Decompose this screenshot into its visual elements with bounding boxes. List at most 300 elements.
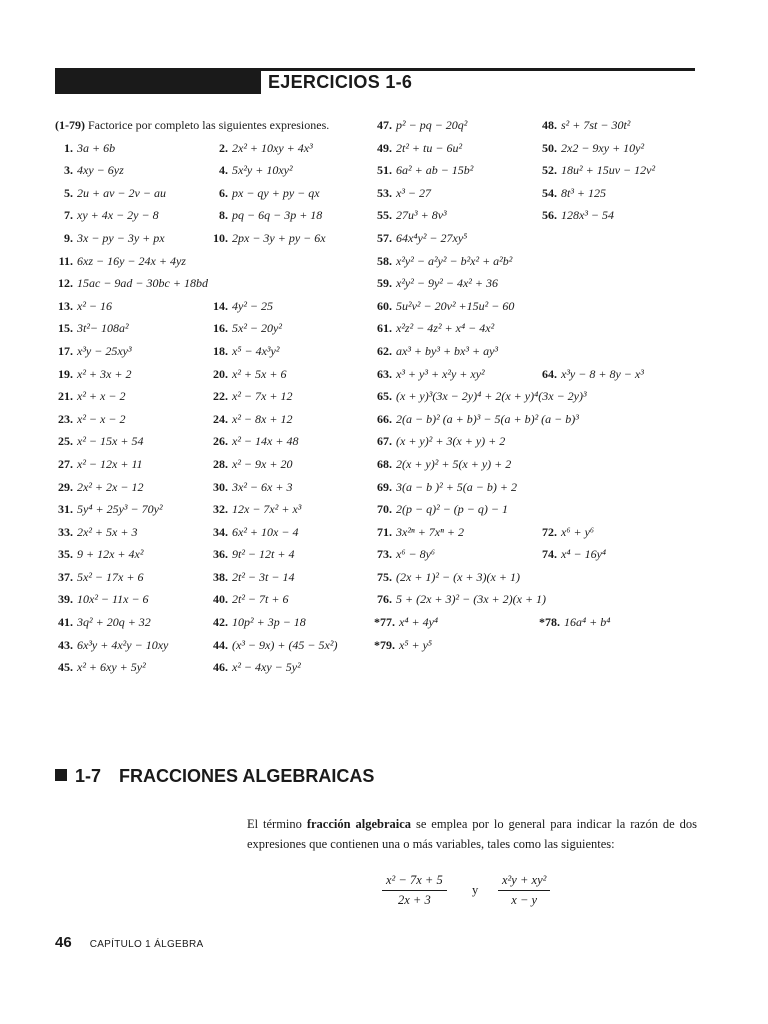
exercise-row [374,476,704,499]
exercise-number: 2. [219,140,228,155]
exercise-expression: (2x + 1)² − (x + 3)(x + 1) [396,569,520,584]
exercise-item [55,182,210,205]
exercise-number: 13. [58,298,73,313]
exercise-number: 8. [219,208,228,223]
instructions [55,114,375,137]
exercise-item [374,317,494,340]
exercise-expression: x⁶ − 8y⁶ [396,547,436,562]
exercise-row [374,137,704,160]
exercise-expression: 18u² + 15uv − 12v² [561,163,656,178]
exercise-number: 68. [377,456,392,471]
exercise-expression: 2px − 3y + py − 6x [232,230,326,245]
exercise-expression: 3q² + 20q + 32 [77,615,151,630]
exercise-list-right [374,114,704,656]
exercise-column-right [374,114,704,656]
exercise-expression: (x + y)² + 3(x + y) + 2 [396,434,506,449]
exercise-number: 7. [64,208,73,223]
exercise-item [210,340,375,363]
exercise-number: 30. [213,479,228,494]
exercise-row [55,634,375,657]
fraction-example-2 [498,873,550,908]
exercise-number: 76. [377,592,392,607]
exercise-number: 56. [542,208,557,223]
exercise-item [55,227,210,250]
exercise-column-left [55,114,375,679]
exercise-item [55,430,210,453]
exercise-item [55,204,210,227]
exercise-expression: 2(p − q)² − (p − q) − 1 [396,502,508,517]
exercise-number: 19. [58,366,73,381]
exercise-expression: 4xy − 6yz [77,163,124,178]
exercise-row [374,408,704,431]
exercise-row [374,250,704,273]
exercise-item [55,521,210,544]
page-number: 46 [55,934,72,951]
exercise-item [210,430,375,453]
exercise-item [539,159,699,182]
exercise-expression: pq − 6q − 3p + 18 [232,208,323,223]
exercise-item [210,137,375,160]
exercise-row [55,543,375,566]
exercise-item [210,453,375,476]
exercise-item [210,521,375,544]
exercise-row [374,611,704,634]
exercise-item [55,385,210,408]
exercise-number: 10. [213,230,228,245]
exercise-number: 73. [377,547,392,562]
exercise-list-left [55,137,375,679]
exercise-number: 63. [377,366,392,381]
exercise-expression: 15ac − 9ad − 30bc + 18bd [77,276,208,291]
exercise-item [539,137,699,160]
exercise-expression: 5 + (2x + 3)² − (3x + 2)(x + 1) [396,592,547,607]
exercise-number: *78. [539,615,560,630]
exercise-expression: x⁶ + y⁶ [561,524,595,539]
exercise-expression: x⁴ − 16y⁴ [561,547,607,562]
exercise-row [374,543,704,566]
exercise-item [374,272,498,295]
exercise-item [210,182,375,205]
exercise-expression: 5x²y + 10xy² [232,163,293,178]
exercise-row [374,272,704,295]
exercise-expression: x² − 16 [77,298,113,313]
exercise-item [539,521,699,544]
exercise-number: 57. [377,230,392,245]
exercise-row [55,476,375,499]
exercise-row [374,114,704,137]
exercise-expression: 8t³ + 125 [561,185,607,200]
exercise-item [210,543,375,566]
exercise-row [374,317,704,340]
exercise-item [374,498,508,521]
exercise-item [55,295,210,318]
exercise-expression: x² − 12x + 11 [77,456,143,471]
exercise-number: 65. [377,389,392,404]
exercise-number: 3. [64,163,73,178]
exercise-row [55,250,375,273]
exercise-number: 52. [542,163,557,178]
exercise-number: 35. [58,547,73,562]
exercise-number: *79. [374,637,395,652]
exercise-number: 64. [542,366,557,381]
exercise-item [374,566,520,589]
exercise-expression: p² − pq − 20q² [396,118,468,132]
exercise-item [55,476,210,499]
exercise-number: 44. [213,637,228,652]
exercise-item [210,408,375,431]
exercise-item [374,476,517,499]
exercise-number: 24. [213,411,228,426]
exercise-expression: 3x − py − 3y + px [77,230,165,245]
exercise-row [55,227,375,250]
exercise-row [55,385,375,408]
exercise-number: 70. [377,502,392,517]
exercise-item [55,340,210,363]
exercise-number: 54. [542,185,557,200]
exercise-number: 67. [377,434,392,449]
exercise-number: 16. [213,321,228,336]
exercise-item [374,543,539,566]
exercise-item [374,363,539,386]
exercise-item [374,295,514,318]
exercise-row [374,453,704,476]
exercise-expression: 2u + av − 2v − au [77,185,166,200]
exercise-expression: x³ + y³ + x²y + xy² [396,366,485,381]
exercise-row [374,566,704,589]
exercise-item [210,295,375,318]
fraction-1-numerator: x² − 7x + 5 [382,873,447,891]
exercise-item [374,159,539,182]
paragraph-text-start: El término [247,817,307,831]
exercise-number: 1. [64,140,73,155]
exercise-expression: x² − 7x + 12 [232,389,293,404]
exercise-number: *77. [374,615,395,630]
exercise-row [374,634,704,657]
exercise-expression: 9t² − 12t + 4 [232,547,295,562]
exercise-item [539,204,699,227]
exercise-item [210,476,375,499]
exercise-expression: 3t²− 108a² [77,321,129,336]
exercise-number: 5. [64,185,73,200]
exercise-row [55,408,375,431]
exercise-item [374,430,505,453]
exercise-row [55,295,375,318]
exercise-item [55,566,210,589]
exercise-item [539,611,699,634]
exercise-expression: ax³ + by³ + bx³ + ay³ [396,343,498,358]
exercise-item [374,250,512,273]
exercise-expression: 64x⁴y² − 27xy⁵ [396,230,468,245]
exercise-row [55,656,375,679]
exercise-item [210,159,375,182]
exercise-item [374,634,432,657]
page-footer [55,934,203,952]
exercise-row [374,521,704,544]
exercise-item [55,159,210,182]
exercise-expression: x² + x − 2 [77,389,126,404]
exercise-expression: 16a⁴ + b⁴ [564,615,611,630]
exercise-number: 41. [58,615,73,630]
exercise-number: 36. [213,547,228,562]
exercise-number: 28. [213,456,228,471]
exercise-number: 50. [542,140,557,155]
section-number: 1-7 [75,766,102,786]
exercise-item [374,611,539,634]
exercise-expression: x² − 4xy − 5y² [232,660,301,675]
exercise-item [210,385,375,408]
exercise-expression: 27u³ + 8v³ [396,208,447,223]
exercise-expression: x²y² − a²y² − b²x² + a²b² [396,253,513,268]
chapter-label: CAPÍTULO 1 ÁLGEBRA [89,939,204,950]
exercise-item [539,182,699,205]
exercise-expression: x⁴ + 4y⁴ [399,615,439,630]
exercise-expression: (x + y)³(3x − 2y)⁴ + 2(x + y)⁴(3x − 2y)³ [396,389,587,404]
exercise-item [539,114,699,137]
exercise-expression: x² + 5x + 6 [232,366,287,381]
exercise-number: 51. [377,163,392,178]
exercise-expression: 12x − 7x² + x³ [232,502,302,517]
exercise-number: 71. [377,524,392,539]
exercise-row [55,340,375,363]
section-heading [55,766,374,787]
exercise-expression: px − qy + py − qx [232,185,320,200]
exercise-item [374,521,539,544]
fraction-example-1 [382,873,447,908]
exercise-expression: x² − 14x + 48 [232,434,299,449]
exercise-number: 49. [377,140,392,155]
exercise-row [55,204,375,227]
exercise-expression: 3(a − b )² + 5(a − b) + 2 [396,479,517,494]
exercise-expression: 6a² + ab − 15b² [396,163,474,178]
exercise-item [374,204,539,227]
fraction-2-denominator: x − y [511,893,538,907]
exercise-number: 33. [58,524,73,539]
exercise-number: 46. [213,660,228,675]
exercise-number: 75. [377,569,392,584]
exercise-item [55,250,186,273]
exercise-item [55,453,210,476]
exercise-number: 40. [213,592,228,607]
exercise-row [55,272,375,295]
exercise-item [55,634,210,657]
paragraph-text-end: se emplea por lo general para indicar la razón de dos expresiones que contienen una o más variables, tales como las siguientes: [247,817,697,851]
exercise-expression: x⁵ + y⁵ [399,637,433,652]
instructions-range: (1-79) [55,118,85,132]
exercise-expression: 2t² − 3t − 14 [232,569,295,584]
exercise-expression: 3a + 6b [77,140,116,155]
exercise-row [374,295,704,318]
exercise-row [55,182,375,205]
exercise-number: 20. [213,366,228,381]
exercise-item [374,588,546,611]
fraction-2-numerator: x²y + xy² [498,873,550,891]
exercise-number: 27. [58,456,73,471]
section-square-icon [55,769,67,781]
exercise-item [210,634,375,657]
exercise-row [55,498,375,521]
exercise-row [374,204,704,227]
exercise-expression: x²y² − 9y² − 4x² + 36 [396,276,498,291]
exercise-number: 55. [377,208,392,223]
exercise-number: 43. [58,637,73,652]
exercise-expression: xy + 4x − 2y − 8 [77,208,159,223]
exercise-number: 37. [58,569,73,584]
exercise-expression: x²z² − 4z² + x⁴ − 4x² [396,321,495,336]
exercise-number: 21. [58,389,73,404]
exercise-item [55,363,210,386]
exercise-row [374,159,704,182]
exercise-item [55,588,210,611]
exercise-item [55,408,210,431]
exercise-item [374,114,539,137]
exercise-expression: 5y⁴ + 25y³ − 70y² [77,502,163,517]
exercise-expression: (x³ − 9x) + (45 − 5x²) [232,637,338,652]
exercise-number: 31. [58,502,73,517]
exercise-number: 38. [213,569,228,584]
exercise-row [374,340,704,363]
exercise-item [210,204,375,227]
exercise-row [55,521,375,544]
intro-paragraph [247,814,697,854]
exercise-item [374,182,539,205]
exercise-row [55,137,375,160]
exercise-number: 32. [213,502,228,517]
exercise-item [210,363,375,386]
section-title: FRACCIONES ALGEBRAICAS [119,766,375,786]
exercise-row [55,588,375,611]
exercise-row [55,363,375,386]
exercise-expression: x² − x − 2 [77,411,126,426]
exercise-item [210,498,375,521]
exercise-number: 39. [58,592,73,607]
exercise-expression: 3x²ⁿ + 7xⁿ + 2 [396,524,465,539]
exercise-expression: x² + 3x + 2 [77,366,132,381]
exercise-item [55,137,210,160]
exercise-number: 61. [377,321,392,336]
exercise-expression: 2x² + 5x + 3 [77,524,138,539]
exercise-expression: 2(a − b)² (a + b)³ − 5(a + b)² (a − b)³ [396,411,579,426]
exercise-number: 12. [58,276,73,291]
fraction-conjunction: y [472,883,479,897]
exercise-item [374,408,579,431]
exercise-expression: x² − 9x + 20 [232,456,293,471]
exercise-expression: 6x² + 10x − 4 [232,524,299,539]
exercise-number: 26. [213,434,228,449]
exercise-item [210,317,375,340]
exercise-number: 53. [377,185,392,200]
exercise-number: 23. [58,411,73,426]
exercise-row [55,566,375,589]
exercise-number: 11. [58,253,73,268]
exercise-number: 6. [219,185,228,200]
exercise-expression: 2x2 − 9xy + 10y² [561,140,645,155]
exercise-expression: 5x² − 20y² [232,321,282,336]
exercise-expression: x² − 15x + 54 [77,434,144,449]
exercise-number: 9. [64,230,73,245]
exercise-expression: 2t² + tu − 6u² [396,140,463,155]
exercise-number: 62. [377,343,392,358]
exercise-row [55,611,375,634]
exercise-item [374,385,587,408]
exercise-row [55,453,375,476]
exercise-row [374,385,704,408]
exercise-number: 14. [213,298,228,313]
exercise-expression: 4y² − 25 [232,298,274,313]
exercise-heading: EJERCICIOS 1-6 [268,72,413,92]
exercise-expression: x² − 8x + 12 [232,411,293,426]
exercise-number: 58. [377,253,392,268]
exercise-item [55,543,210,566]
exercise-expression: s² + 7st − 30t² [561,118,631,132]
exercise-row [55,159,375,182]
exercise-expression: x³ − 27 [396,185,432,200]
exercise-expression: 5u²v² − 20v² +15u² − 60 [396,298,515,313]
exercise-row [374,430,704,453]
exercise-number: 45. [58,660,73,675]
exercise-row [374,588,704,611]
exercise-item [210,566,375,589]
exercise-item [55,317,210,340]
exercise-expression: x² + 6xy + 5y² [77,660,146,675]
exercise-item [55,611,210,634]
exercise-expression: x³y − 25xy³ [77,343,132,358]
exercise-row [55,430,375,453]
exercise-expression: x³y − 8 + 8y − x³ [561,366,644,381]
exercise-item [210,656,375,679]
exercise-number: 48. [542,118,557,132]
exercise-row [55,317,375,340]
exercise-number: 22. [213,389,228,404]
exercise-number: 18. [213,343,228,358]
exercise-number: 29. [58,479,73,494]
fraction-1-denominator: 2x + 3 [397,893,431,907]
exercise-expression: x⁵ − 4x³y² [232,343,280,358]
exercise-expression: 2x² + 2x − 12 [77,479,144,494]
exercise-expression: 10x² − 11x − 6 [77,592,149,607]
exercise-item [210,227,375,250]
exercise-expression: 3x² − 6x + 3 [232,479,293,494]
exercise-item [539,363,699,386]
exercise-expression: 6x³y + 4x²y − 10xy [77,637,169,652]
header-bar [55,70,261,94]
exercise-row [374,363,704,386]
exercise-row [374,498,704,521]
exercise-expression: 2t² − 7t + 6 [232,592,289,607]
exercise-expression: 9 + 12x + 4x² [77,547,144,562]
exercise-item [374,137,539,160]
exercise-number: 17. [58,343,73,358]
exercise-expression: 6xz − 16y − 24x + 4yz [77,253,186,268]
instructions-text: Factorice por completo las siguientes expresiones. [88,118,330,132]
exercise-number: 25. [58,434,73,449]
exercise-number: 47. [377,118,392,132]
exercise-number: 4. [219,163,228,178]
exercise-number: 60. [377,298,392,313]
exercise-number: 34. [213,524,228,539]
exercise-item [539,543,699,566]
exercise-item [55,272,208,295]
exercise-number: 42. [213,615,228,630]
exercise-item [374,227,467,250]
exercise-expression: 128x³ − 54 [561,208,615,223]
exercise-row [374,227,704,250]
exercise-expression: 10p² + 3p − 18 [232,615,306,630]
exercise-number: 66. [377,411,392,426]
exercise-item [55,498,210,521]
paragraph-term: fracción algebraica [306,817,412,831]
exercise-expression: 2(x + y)² + 5(x + y) + 2 [396,456,512,471]
exercise-item [55,656,210,679]
